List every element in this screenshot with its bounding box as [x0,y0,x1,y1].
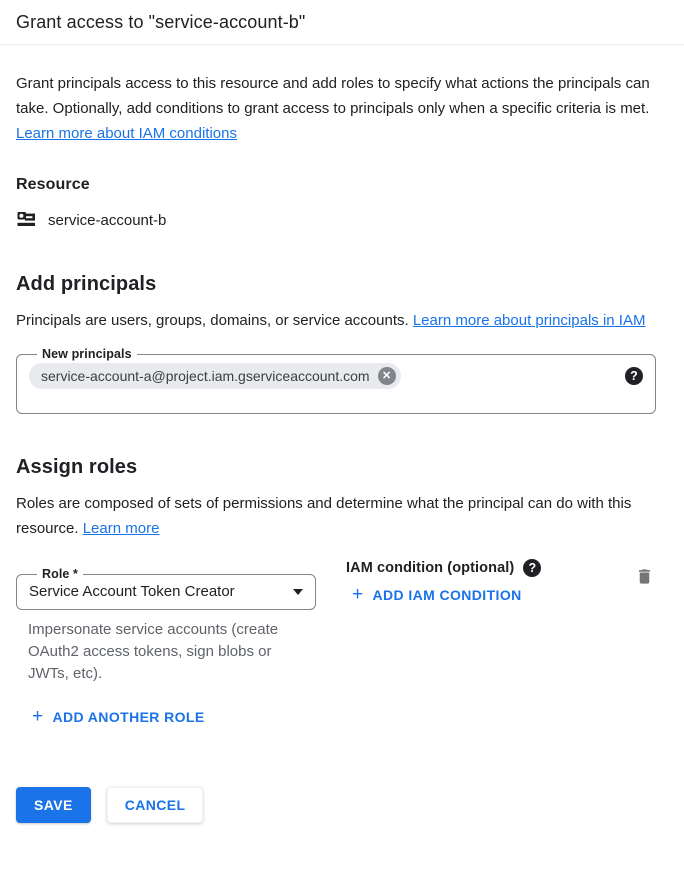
role-label: Role * [42,567,79,581]
iam-condition-help-icon[interactable]: ? [523,559,541,577]
dialog-header [0,0,684,45]
resource-row [16,209,656,231]
principals-help-icon[interactable]: ? [625,367,643,385]
add-iam-condition-button[interactable] [344,581,530,609]
plus-icon: + [32,706,44,727]
add-principals-text-content: Principals are users, groups, domains, or service accounts. [16,312,413,329]
save-button[interactable]: SAVE [16,787,91,823]
add-another-role-label: ADD ANOTHER ROLE [52,709,205,725]
principal-chip [29,363,401,389]
cancel-button[interactable]: CANCEL [107,787,204,823]
assign-roles-heading: Assign roles [16,456,138,478]
resource-heading: Resource [16,176,90,193]
plus-icon: + [352,584,364,605]
trash-icon [635,574,654,589]
add-principals-text [16,308,656,333]
new-principals-label: New principals [42,347,132,361]
principal-chip-text: service-account-a@project.iam.gserviceaccount.com [41,368,370,384]
dialog-body [0,71,684,823]
roles-learn-more-link[interactable]: Learn more [82,520,160,537]
role-selected-value: Service Account Token Creator [29,583,235,600]
iam-conditions-link[interactable]: Learn more about IAM conditions [16,125,237,142]
role-description: Impersonate service accounts (create OAuth2 access tokens, sign blobs or JWTs, etc). [28,621,279,682]
dialog-actions [16,787,656,823]
new-principals-input[interactable] [29,363,643,389]
iam-condition-label: IAM condition (optional) [346,560,515,576]
intro-text-content: Grant principals access to this resource and add roles to specify what actions the principals can take. Optionally, add conditions to grant access to principals only when a specific criteria is met. [16,75,650,117]
new-principals-field[interactable] [16,347,656,414]
iam-condition-column [346,553,541,609]
chip-close-icon[interactable]: ✕ [378,367,396,385]
dialog-title: Grant access to "service-account-b" [16,12,306,32]
add-principals-heading: Add principals [16,273,157,295]
add-another-role-button[interactable] [24,703,213,731]
service-account-key-icon [16,209,38,231]
principals-iam-link[interactable]: Learn more about principals in IAM [412,312,646,329]
resource-name: service-account-b [48,211,167,229]
role-select[interactable] [16,567,316,610]
assign-roles-text [16,491,641,541]
assign-roles-text-content: Roles are composed of sets of permissions and determine what the principal can do with this resource. [16,495,632,537]
delete-role-button[interactable] [633,565,656,591]
role-column [16,553,316,685]
add-iam-condition-label: ADD IAM CONDITION [372,587,522,603]
intro-text [16,71,656,146]
chevron-down-icon [293,589,303,595]
role-row [16,553,656,685]
